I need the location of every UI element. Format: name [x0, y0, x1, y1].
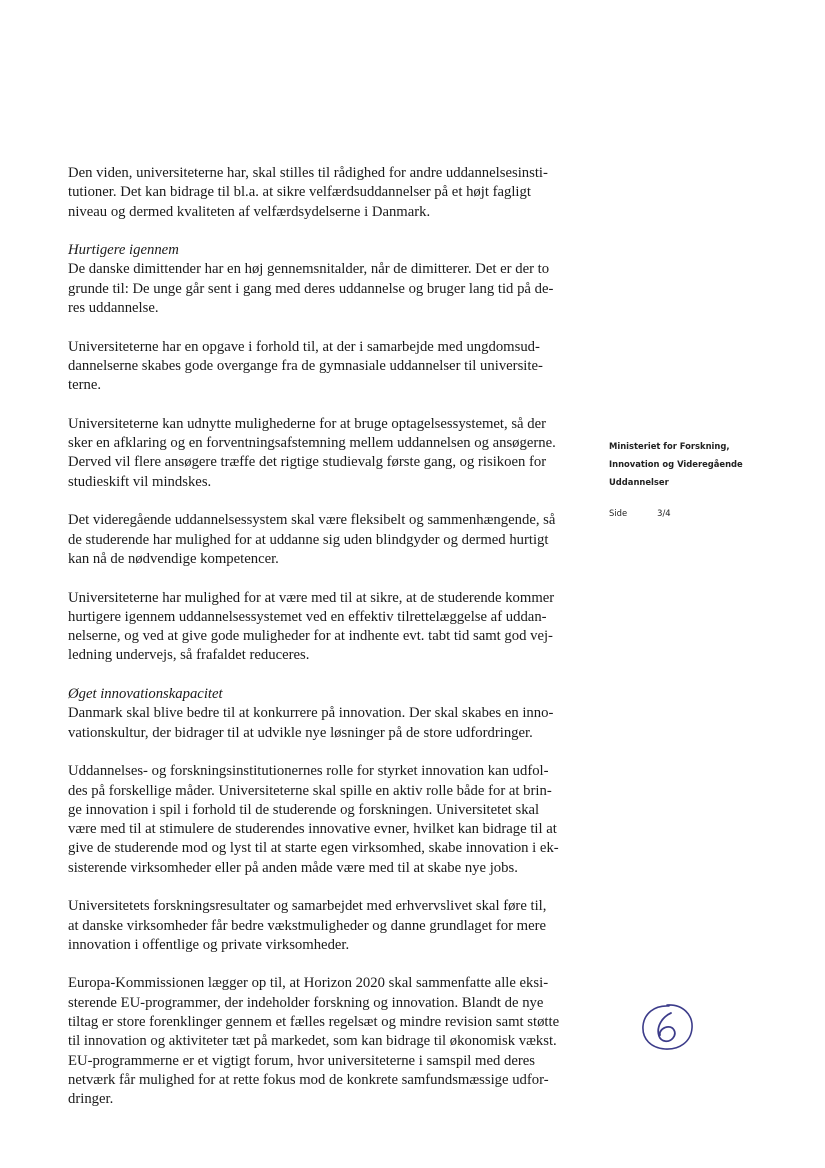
text-line: kan nå de nødvendige kompetencer. [68, 550, 279, 567]
handwritten-circled-number [638, 1001, 696, 1053]
text-line: Universiteterne har en opgave i forhold til, at der i samarbejde med ungdomsud- [68, 338, 540, 355]
text-line: til innovation og aktiviteter tæt på markedet, som kan bidrage til økonomisk vækst. [68, 1033, 557, 1050]
page-label: Side [609, 508, 628, 518]
body-paragraph [68, 511, 588, 569]
paragraph-spacer [68, 955, 588, 974]
ministry-name-line: Innovation og Videregående [609, 459, 743, 469]
text-line: ledning undervejs, så frafaldet reduceres. [68, 647, 310, 664]
text-line: grunde til: De unge går sent i gang med deres uddannelse og bruger lang tid på de- [68, 280, 554, 297]
ministry-sidebar [609, 437, 809, 491]
text-line: EU-programmerne er et vigtigt forum, hvor universiteterne i samspil med deres [68, 1052, 536, 1069]
body-paragraph [68, 415, 588, 492]
text-line: De danske dimittender har en høj gennemsnitalder, når de dimitterer. Det er der to [68, 261, 550, 278]
text-line: Derved vil flere ansøgere træffe det rigtige studievalg første gang, og risikoen for [68, 454, 547, 471]
body-paragraph [68, 974, 588, 1109]
text-line: nelserne, og ved at give gode muligheder for at indhente evt. tabt tid samt god vej- [68, 628, 553, 645]
text-line: tiltag er store forenklinger gennem et fælles regelsæt og mindre revision samt støtte [68, 1014, 560, 1031]
text-line: Den viden, universiteterne har, skal stilles til rådighed for andre uddannelsesinsti- [68, 165, 548, 181]
text-line: dannelserne skabes gode overgange fra de gymnasiale uddannelser til universite- [68, 357, 543, 374]
text-line: vationskultur, der bidrager til at udvikle nye løsninger på de store udfordringer. [68, 724, 533, 741]
text-line: innovation i offentlige og private virksomheder. [68, 936, 350, 953]
text-line: de studerende har mulighed for at uddanne sig uden blindgyder og dermed hurtigt [68, 531, 549, 548]
text-line: Universitetets forskningsresultater og samarbejdet med erhvervslivet skal føre til, [68, 898, 547, 915]
text-line: terne. [68, 377, 102, 394]
page-reference [609, 508, 671, 518]
text-line: Universiteterne har mulighed for at være med til at sikre, at de studerende kommer [68, 589, 555, 606]
body-paragraph [68, 241, 588, 318]
text-line: Universiteterne kan udnytte mulighederne for at bruge optagelsessystemet, så der [68, 415, 547, 432]
ministry-name-line: Ministeriet for Forskning, [609, 441, 730, 451]
paragraph-spacer [68, 569, 588, 588]
text-line: være med til at stimulere de studerendes innovative evner, hvilket kan bidrage til at [68, 821, 557, 838]
paragraph-spacer [68, 222, 588, 241]
text-line: hurtigere igennem uddannelsessystemet ved en effektiv tilrettelæggelse af uddan- [68, 608, 547, 625]
body-paragraph [68, 762, 588, 878]
handwritten-six [658, 1013, 675, 1041]
body-paragraph [68, 897, 588, 955]
text-line: sterende EU-programmer, der indeholder forskning og innovation. Blandt de nye [68, 994, 544, 1011]
section-heading: Hurtigere igennem [68, 242, 179, 259]
text-line: Europa-Kommissionen lægger op til, at Horizon 2020 skal sammenfatte alle eksi- [68, 975, 549, 992]
text-line: sisterende virksomheder eller på anden måde være med til at skabe nye jobs. [68, 859, 518, 876]
ministry-name-line: Uddannelser [609, 477, 669, 487]
text-line: studieskift vil mindskes. [68, 473, 212, 490]
paragraph-spacer [68, 318, 588, 337]
text-line: give de studerende mod og lyst til at starte egen virksomhed, skabe innovation i ek- [68, 840, 559, 857]
text-line: Det videregående uddannelsessystem skal være fleksibelt og sammenhængende, så [68, 512, 556, 529]
text-line: res uddannelse. [68, 300, 159, 317]
paragraph-spacer [68, 666, 588, 685]
paragraph-spacer [68, 878, 588, 897]
text-line: niveau og dermed kvaliteten af velfærdsydelserne i Danmark. [68, 203, 431, 220]
text-line: Danmark skal blive bedre til at konkurrere på innovation. Der skal skabes en inno- [68, 705, 554, 722]
text-line: at danske virksomheder får bedre vækstmuligheder og danne grundlaget for mere [68, 917, 546, 934]
paragraph-spacer [68, 743, 588, 762]
body-paragraph [68, 338, 588, 396]
paragraph-spacer [68, 396, 588, 415]
page-number: 3/4 [657, 508, 671, 518]
text-line: Uddannelses- og forskningsinstitutionernes rolle for styrket innovation kan udfol- [68, 763, 549, 780]
text-line: dringer. [68, 1091, 114, 1108]
section-heading: Øget innovationskapacitet [68, 686, 223, 703]
text-line: tutioner. Det kan bidrage til bl.a. at sikre velfærdsuddannelser på et højt fagligt [68, 184, 531, 201]
text-line: ge innovation i spil i forhold til de studerende og forskningen. Universitetet skal [68, 801, 540, 818]
text-line: des på forskellige måder. Universiteterne skal spille en aktiv rolle både for at brin- [68, 782, 552, 799]
paragraph-spacer [68, 492, 588, 511]
body-paragraph [68, 685, 588, 743]
body-text [68, 164, 588, 1110]
text-line: sker en afklaring og en forventningsafstemning mellem uddannelsen og ansøgerne. [68, 435, 556, 452]
text-line: netværk får mulighed for at rette fokus mod de konkrete samfundsmæssige udfor- [68, 1071, 549, 1088]
body-paragraph [68, 589, 588, 666]
body-paragraph [68, 164, 588, 222]
